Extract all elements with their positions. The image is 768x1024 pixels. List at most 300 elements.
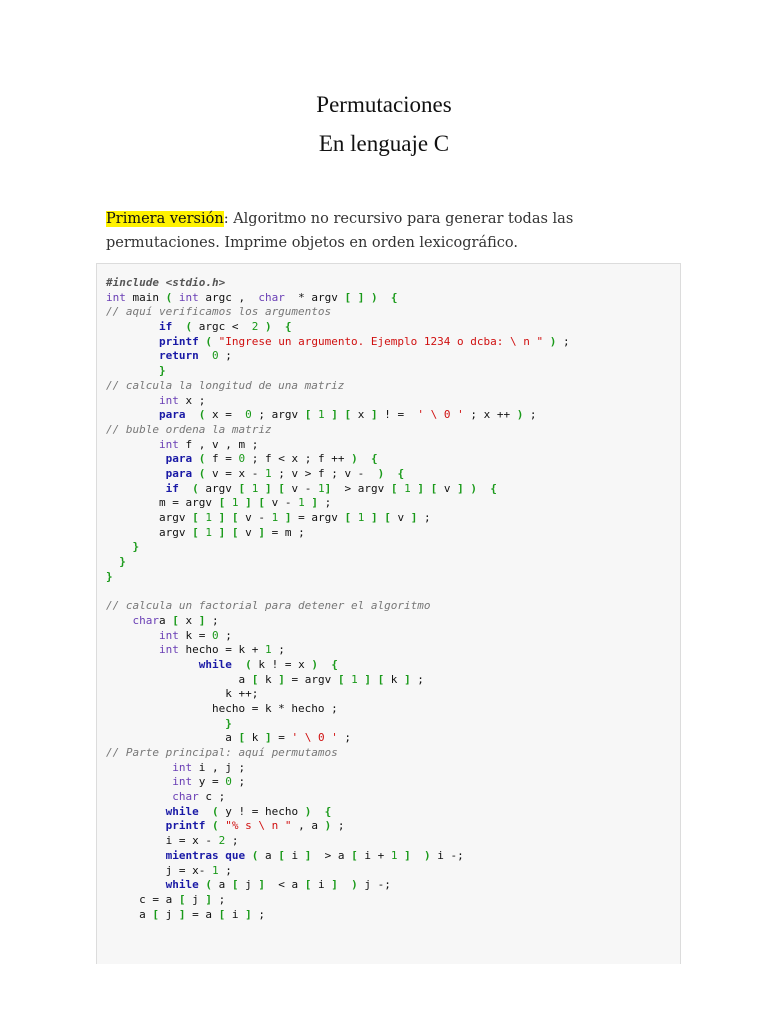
code-token: [ (390, 481, 398, 495)
code-token: ( (205, 334, 212, 348)
code-token (106, 438, 159, 451)
code-token: 1 (317, 408, 325, 422)
code-token: [ (178, 892, 186, 906)
code-token: 1 (231, 496, 239, 510)
code-token (311, 408, 318, 421)
document-subtitle: En lenguaje C (318, 131, 450, 156)
code-token: [ (218, 907, 226, 921)
intro-text: : Algoritmo no recursivo para generar todas las permutaciones. Imprime objetos en orden lexicográfico. (106, 211, 574, 251)
code-token: a (159, 613, 173, 627)
code-token: ) (264, 320, 272, 334)
code-line (106, 849, 570, 864)
code-line (106, 482, 570, 497)
code-token: v - (238, 511, 272, 524)
intro-paragraph (106, 207, 666, 255)
code-token: ] (404, 848, 411, 862)
code-token: if (165, 481, 179, 495)
code-token (199, 805, 212, 818)
code-token: 1 (404, 481, 411, 495)
code-token: ) (377, 466, 385, 480)
code-token: ] (404, 672, 411, 686)
code-token (477, 482, 490, 495)
code-token (245, 482, 252, 495)
code-token: [ (430, 481, 438, 495)
code-token (185, 408, 198, 421)
code-token: 1 (211, 863, 219, 877)
code-token: ; (231, 775, 246, 789)
code-token: // aquí verificamos los argumentos (106, 305, 332, 319)
code-token: < a (264, 878, 305, 892)
code-token: // calcula un factorial para detener el algoritmo (106, 599, 431, 613)
code-token: [ (304, 408, 312, 422)
code-token: k (258, 672, 279, 686)
code-token: [ (278, 848, 285, 862)
code-line (106, 834, 570, 849)
code-token (106, 790, 172, 803)
code-token: // Parte principal: aquí permutamos (106, 746, 338, 759)
code-token: printf (158, 334, 199, 348)
code-token: ; (317, 496, 332, 510)
code-token: int (172, 760, 193, 774)
code-token: > argv (331, 481, 391, 495)
code-token (205, 819, 212, 832)
code-token (106, 320, 159, 333)
code-token: y ! = hecho (218, 804, 305, 818)
code-token (225, 496, 232, 509)
code-token (106, 364, 159, 377)
code-token (106, 349, 159, 362)
code-token: return (158, 349, 199, 363)
code-token: [ (304, 878, 312, 892)
code-token: v (390, 511, 411, 524)
code-token: 1 (205, 525, 212, 539)
code-token: k ! = x (251, 657, 312, 671)
code-token: 0 (238, 452, 246, 466)
code-token: printf (165, 819, 206, 833)
code-token: [ (337, 672, 345, 686)
code-token (192, 452, 199, 465)
code-token: ] (324, 481, 332, 495)
code-token: ( (245, 657, 252, 671)
code-line (106, 893, 570, 908)
code-token: int (178, 290, 199, 304)
code-token: para (165, 466, 193, 480)
code-token: ] (245, 496, 252, 510)
code-token (278, 511, 285, 524)
code-token: ( (211, 804, 219, 818)
code-token (258, 482, 265, 495)
code-token: = a (185, 907, 219, 921)
code-token: ( (211, 819, 219, 833)
code-token: ( (198, 408, 206, 422)
code-line (106, 731, 570, 746)
code-line (106, 673, 570, 688)
code-token: ] (370, 511, 378, 524)
code-token (106, 452, 166, 465)
code-token: ( (198, 466, 206, 480)
code-line (106, 819, 570, 834)
code-line (106, 687, 570, 702)
code-line (106, 408, 570, 423)
code-token (172, 291, 179, 304)
code-line (106, 394, 570, 409)
code-token: ] (417, 481, 424, 495)
code-token: j = x- (106, 863, 212, 877)
code-token: [ (218, 496, 226, 510)
code-token: ) (423, 848, 431, 862)
code-token: { (284, 320, 292, 334)
code-token: int (158, 393, 179, 407)
code-line (106, 555, 570, 570)
code-token (351, 511, 358, 524)
code-token (212, 511, 219, 524)
code-token: { (390, 290, 398, 304)
code-token: ; (523, 408, 537, 422)
code-token: [ (231, 525, 239, 539)
code-line (106, 423, 570, 438)
code-line (106, 320, 570, 335)
code-token: a (106, 907, 153, 921)
code-line (106, 467, 570, 482)
code-token: v - (284, 481, 318, 495)
code-token: para (165, 452, 193, 466)
code-token (311, 805, 324, 818)
code-token: [ (231, 878, 239, 892)
code-token: a (258, 848, 279, 862)
code-line (106, 540, 570, 555)
code-token: ; (218, 349, 232, 363)
code-token: ( (251, 848, 259, 862)
code-token: k = (178, 628, 212, 642)
code-token: ] (278, 672, 285, 686)
code-line (106, 291, 570, 306)
code-token (106, 467, 166, 480)
code-token: ; f < x ; f ++ (245, 452, 352, 466)
code-line (106, 702, 570, 717)
code-token: = m ; (264, 525, 305, 539)
code-line (106, 658, 570, 673)
code-token (212, 526, 219, 539)
code-token: ; (417, 511, 431, 524)
code-token: ) (470, 481, 477, 495)
code-token: ) (311, 657, 318, 671)
code-token (245, 849, 252, 862)
code-token: int (158, 643, 179, 657)
code-line (106, 908, 570, 923)
code-token: x = (205, 408, 246, 422)
code-token: ; (251, 907, 265, 921)
code-token: int (158, 437, 179, 451)
code-token: 1 (251, 481, 259, 495)
code-token: [ (192, 511, 199, 524)
code-token: y = (192, 775, 226, 789)
code-token: ' \ 0 ' (417, 408, 464, 422)
code-token (172, 320, 185, 333)
code-token: argv (106, 525, 193, 539)
code-token: ] (264, 731, 272, 745)
code-token: 0 (225, 775, 232, 789)
code-token (106, 717, 225, 730)
code-line (106, 790, 570, 805)
code-token: hecho = k + (178, 643, 265, 657)
code-line (106, 526, 570, 541)
code-token: ] (205, 892, 212, 906)
code-token: [ (238, 481, 246, 495)
code-token: a (106, 672, 252, 686)
code-token: hecho = k * hecho ; (106, 701, 338, 715)
code-token: ) (370, 290, 378, 304)
code-token (106, 643, 159, 656)
code-token: i = x - (106, 834, 219, 848)
code-token: } (119, 555, 126, 569)
code-token: 1 (205, 511, 212, 524)
code-token: i (284, 848, 305, 862)
code-token: ) (549, 334, 557, 348)
code-token: ; (225, 834, 239, 848)
code-token: ] (364, 672, 371, 686)
code-token (318, 658, 331, 671)
code-token: ] (264, 481, 272, 495)
code-token: a (106, 731, 239, 745)
code-token: ] (457, 481, 464, 495)
code-token (232, 658, 245, 671)
code-line (106, 438, 570, 453)
code-token: { (324, 804, 332, 818)
code-token: 1 (390, 848, 398, 862)
code-token (424, 482, 431, 495)
code-line (106, 643, 570, 658)
code-token: j (185, 892, 206, 906)
code-token: , a (291, 819, 325, 833)
code-token: = (271, 731, 292, 745)
code-token (106, 540, 133, 553)
code-token: ] (218, 511, 226, 524)
code-token: ; (271, 643, 285, 657)
code-token: mientras que (165, 848, 246, 862)
code-token: ] (331, 408, 338, 422)
code-token: while (198, 657, 232, 671)
code-token: 1 (264, 643, 272, 657)
code-token: ! = (377, 408, 418, 422)
code-token: [ (344, 408, 352, 422)
code-token (272, 320, 285, 333)
document-title: Permutaciones (316, 92, 452, 117)
code-token: v - (264, 496, 299, 510)
code-token: v = x - (205, 466, 265, 480)
code-token: while (165, 804, 199, 818)
code-line (106, 864, 570, 879)
code-token: int (172, 775, 193, 789)
code-token (106, 335, 159, 348)
code-token: m = argv (106, 496, 219, 510)
code-line (106, 584, 570, 599)
code-token (106, 482, 166, 495)
code-token: int (106, 290, 126, 304)
code-token: [ (258, 496, 265, 510)
code-token: argc , (198, 290, 259, 304)
code-line (106, 511, 570, 526)
code-token: [ (278, 481, 285, 495)
code-token: ; (337, 731, 352, 745)
code-token (364, 291, 371, 304)
code-token: j (158, 907, 179, 921)
code-token: k ++; (106, 687, 259, 701)
code-token: } (158, 364, 166, 378)
code-token (106, 849, 166, 862)
code-token (543, 335, 550, 348)
code-line (106, 379, 570, 394)
code-token (106, 761, 172, 774)
code-token: ; x ++ (463, 408, 517, 422)
code-token: i , j ; (192, 760, 246, 774)
code-token: [ (152, 907, 159, 921)
code-line (106, 570, 570, 585)
code-token: = argv (291, 511, 345, 524)
code-token: [ (231, 511, 239, 524)
code-token: ] (218, 525, 226, 539)
code-token: ; (218, 863, 232, 877)
code-line (106, 775, 570, 790)
code-token (192, 467, 199, 480)
code-token (106, 629, 159, 642)
code-token: para (158, 408, 186, 422)
code-line (106, 364, 570, 379)
code-token: ] (245, 907, 252, 921)
code-token: 0 (211, 628, 219, 642)
code-token: [ (344, 511, 352, 524)
code-token: ; argv (251, 408, 305, 422)
code-token: c = a (106, 892, 179, 906)
code-token: j -; (357, 878, 391, 892)
code-token (106, 805, 166, 818)
code-token: argc < (192, 320, 252, 334)
code-token: [ (384, 511, 391, 524)
code-token: 2 (251, 320, 259, 334)
code-token: ] (331, 878, 338, 892)
code-line (106, 599, 570, 614)
code-token (411, 849, 424, 862)
code-token: ) (351, 452, 358, 466)
code-token (106, 878, 166, 891)
code-token: a (211, 878, 232, 892)
code-token: 1 (298, 496, 305, 510)
code-line (106, 878, 570, 893)
code-token: ( (198, 452, 206, 466)
code-token: main (125, 290, 166, 304)
code-token (106, 819, 166, 832)
code-token (106, 555, 119, 568)
code-token: 2 (218, 834, 226, 848)
code-token: ] (258, 525, 265, 539)
code-token: { (397, 466, 405, 480)
code-token: j (238, 878, 259, 892)
code-token: [ (251, 672, 259, 686)
intro-highlight: Primera versión (106, 211, 224, 227)
code-token (258, 320, 265, 333)
code-token (358, 452, 371, 465)
code-token: ( (192, 481, 199, 495)
code-token: argv (106, 511, 193, 524)
code-token: v (437, 481, 458, 495)
code-token (106, 394, 159, 407)
code-token (225, 511, 232, 524)
code-token: ] (370, 408, 378, 422)
code-token: ) (304, 804, 312, 818)
code-token: 1 (264, 466, 272, 480)
code-token (371, 673, 378, 686)
code-token (106, 775, 172, 788)
code-token: ] (284, 511, 292, 524)
code-token: if (158, 320, 173, 334)
code-token (212, 335, 219, 348)
code-line (106, 496, 570, 511)
code-token: f = (205, 452, 239, 466)
code-token: ; (410, 672, 424, 686)
code-token: ' \ 0 ' (291, 731, 338, 745)
code-line (106, 614, 570, 629)
code-line (106, 305, 570, 320)
code-token (378, 291, 391, 304)
code-token: // buble ordena la matriz (106, 422, 272, 436)
code-token: ; (211, 892, 226, 906)
code-token: k (245, 731, 265, 745)
code-token: "% s \ n " (225, 819, 292, 833)
code-token: char (172, 790, 199, 804)
code-line (106, 349, 570, 364)
code-token: char (132, 613, 159, 627)
code-token: v (238, 525, 259, 539)
code-line (106, 805, 570, 820)
code-line (106, 276, 570, 291)
code-token: 0 (211, 349, 219, 363)
code-token: // calcula la longitud de una matriz (106, 378, 345, 392)
code-token: * argv (284, 290, 345, 304)
code-token: #include <stdio.h> (106, 276, 226, 289)
code-token: c ; (198, 790, 226, 804)
code-token: 1 (271, 511, 279, 524)
code-token: [ (172, 613, 179, 627)
code-token: [ (377, 672, 385, 686)
code-token: { (370, 452, 378, 466)
code-token: x (178, 613, 199, 627)
code-token: 1 (357, 511, 365, 524)
code-token (225, 526, 232, 539)
code-token (338, 878, 351, 891)
code-token: k (384, 672, 405, 686)
code-token: > a (311, 848, 352, 862)
code-token: } (225, 716, 232, 730)
code-token: ; v > f ; v - (271, 466, 378, 480)
code-token: } (132, 540, 140, 554)
code-token: ( (185, 320, 193, 334)
code-token: [ (192, 525, 199, 539)
code-line (106, 717, 570, 732)
code-token (106, 658, 199, 671)
code-token: ; (218, 628, 232, 642)
code-token: ( (205, 878, 212, 892)
code-token: ; (205, 613, 219, 627)
code-token (179, 482, 192, 495)
code-line (106, 629, 570, 644)
code-token: while (165, 878, 199, 892)
code-token: i (311, 878, 332, 892)
code-token: ] (410, 511, 418, 524)
code-line (106, 335, 570, 350)
code-token: [ (238, 731, 246, 745)
code-line (106, 746, 570, 761)
code-token: ) (324, 819, 332, 833)
code-token: i + (357, 848, 391, 862)
